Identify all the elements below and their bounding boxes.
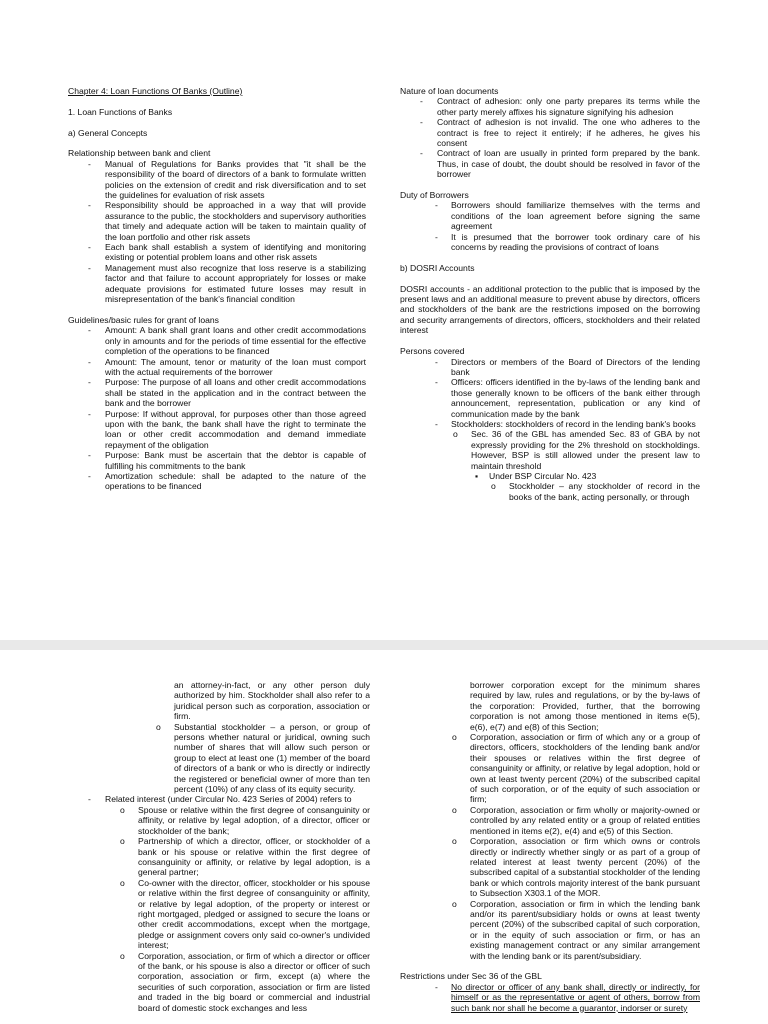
list-item: - No director or officer of any bank shall, directly or indirectly, for himself or as the representative or agent of others, borrow from such bank nor shall he become a guarantor, indorser or surety xyxy=(400,982,700,1013)
list-item: - Manual of Regulations for Banks provides that "it shall be the responsibility of the board of directors of a bank to formulate written policies on the extension of credit and risk diversification and to set the guidelines for evaluation of risk assets xyxy=(68,159,366,201)
nature-list xyxy=(400,96,700,179)
list-item: o Substantial stockholder – a person, or group of persons whether natural or juridical, owning such number of shares that will allow such person or group to elect at least one (1) member of the board of directors of a bank or who is directly or indirectly the registered or beneficial owner of more than ten percent (10%) of any class of its equity security. xyxy=(154,722,370,795)
relationship-list xyxy=(68,159,366,305)
guidelines-list xyxy=(68,325,366,492)
page2-left-column xyxy=(104,680,370,1013)
list-item: - Contract of adhesion: only one party prepares its terms while the other party merely affixes his signature signifying his adhesion xyxy=(400,96,700,117)
topic-heading: Guidelines/basic rules for grant of loans xyxy=(68,314,219,325)
continued-text: borrower corporation except for the minimum shares required by law, rules and regulations, or by the by-laws of the corporation: Provided, further, that the borrowing corporation is not among those mentioned in items e(5), e(6), e(7) and e(8) of this Section; xyxy=(470,680,700,732)
topic-heading: Duty of Borrowers xyxy=(400,190,469,201)
list-item: - Contract of adhesion is not invalid. The one who adheres to the contract is free to reject it entirely; if he adheres, he gives his consent xyxy=(400,117,700,148)
list-item: - Related interest (under Circular No. 423 Series of 2004) refers to xyxy=(68,794,370,804)
list-item: - Contract of loan are usually in printed form prepared by the bank. Thus, in case of doubt, the doubt should be resolved in favor of the borrower xyxy=(400,148,700,179)
list-item: - Purpose: The purpose of all loans and other credit accommodations shall be stated in the application and in the contract between the bank and the borrower xyxy=(68,377,366,408)
topic-heading: Relationship between bank and client xyxy=(68,148,211,159)
page1-left-column xyxy=(68,86,366,492)
continued-text: an attorney-in-fact, or any other person duly authorized by him. Stockholder shall also refer to a juridical person such as corporation, association or firm. xyxy=(174,680,370,722)
list-item: - Directors or members of the Board of Directors of the lending bank xyxy=(400,357,700,378)
sec36-list xyxy=(451,429,700,471)
related-entities-list xyxy=(450,732,700,961)
subsection-heading: b) DOSRI Accounts xyxy=(400,262,475,273)
list-item: - Officers: officers identified in the by-laws of the lending bank and those generally known to be officers of the bank either through announcement, representation, publication or any kind of communication made by the bank xyxy=(400,377,700,419)
list-item: - Responsibility should be approached in a way that will provide assurance to the public, the stockholders and supervisory authorities that timely and adequate action will be taken to maintain quality of the loan portfolio and other risk assets xyxy=(68,200,366,242)
chapter-heading: Chapter 4: Loan Functions Of Banks (Outline) xyxy=(68,86,243,96)
list-item: o Stockholder – any stockholder of record in the books of the bank, acting personally, or through xyxy=(489,481,700,502)
list-item: o Partnership of which a director, officer, or stockholder of a bank or his spouse or relative within the first degree of consanguinity or affinity, or relative by legal adoption, is a general partner; xyxy=(118,836,370,878)
list-item: o Corporation, association, or firm of which a director or officer of the bank, or his spouse is also a director or officer of such corporation, association or firm, except (a) where the securities of such corporation, association or firm are listed and traded in the big board or commercial and industrial board of domestic stock exchanges and less xyxy=(118,951,370,1013)
stockholder-list xyxy=(489,481,700,502)
substantial-list xyxy=(154,722,370,795)
list-item: - Borrowers should familiarize themselves with the terms and conditions of the loan agreement before signing the same agreement xyxy=(400,200,700,231)
list-item: - Stockholders: stockholders of record in the lending bank's books xyxy=(400,419,700,429)
circular-list xyxy=(471,471,700,481)
list-item: o Co-owner with the director, officer, stockholder or his spouse or relative within the first degree of consanguinity or affinity, or relative by legal adoption, of the property or interest or right mortgaged, pledged or assigned to secure the loans or other credit accommodations, except when the mortgage, pledge or assignment covers only said co-owner's undivided interest; xyxy=(118,878,370,951)
page2-right-column xyxy=(400,680,700,1013)
list-item: - Management must also recognize that loss reserve is a stabilizing factor and that failure to account appropriately for losses or make adequate provisions for estimated future losses may result in misrepresentation of the bank's financial condition xyxy=(68,263,366,305)
list-item: o Corporation, association or firm of which any or a group of directors, officers, stockholders of the lending bank and/or their spouses or relatives within the first degree of consanguinity or affinity, or relative by legal adoption, hold or own at least twenty percent (20%) of the subscribed capital of such corporation, or of the equity of such association or firm; xyxy=(450,732,700,805)
duty-list xyxy=(400,200,700,252)
list-item: - Purpose: If without approval, for purposes other than those agreed upon with the bank, the bank shall have the right to terminate the loan or other credit accommodation and demand immediate repayment of the obligation xyxy=(68,409,366,451)
persons-list xyxy=(400,357,700,430)
page1-right-column xyxy=(400,86,700,502)
list-item: - Amortization schedule: shall be adapted to the nature of the operations to be financed xyxy=(68,471,366,492)
list-item: - Purpose: Bank must be ascertain that the debtor is capable of fulfilling his commitments to the bank xyxy=(68,450,366,471)
topic-heading: Nature of loan documents xyxy=(400,86,499,96)
related-sublist xyxy=(118,805,370,1013)
document-page-2 xyxy=(0,650,768,1024)
list-item: - Each bank shall establish a system of identifying and monitoring existing or potential problem loans and other risk assets xyxy=(68,242,366,263)
list-item: o Sec. 36 of the GBL has amended Sec. 83 of GBA by not expressly providing for the 2% threshold on stockholdings. However, BSP is still allowed under the present law to maintain threshold xyxy=(451,429,700,471)
list-item: o Corporation, association or firm wholly or majority-owned or controlled by any related entity or a group of related entities mentioned in items e(2), e(4) and e(5) of this Section. xyxy=(450,805,700,836)
list-item: o Spouse or relative within the first degree of consanguinity or affinity, or relative by legal adoption, of a director, officer or stockholder of the bank; xyxy=(118,805,370,836)
list-item: - Amount: The amount, tenor or maturity of the loan must comport with the actual requirements of the borrower xyxy=(68,357,366,378)
list-item: o Corporation, association or firm which owns or controls directly or indirectly whether singly or as part of a group of related interest at least twenty percent (20%) of the subscribed capital of a substantial stockholder of the lending bank or which controls majority interest of the bank pursuant to Subsection X303.1 of the MOR. xyxy=(450,836,700,898)
list-item: ▪ Under BSP Circular No. 423 xyxy=(471,471,700,481)
related-list xyxy=(68,794,370,804)
dosri-paragraph: DOSRI accounts - an additional protection to the public that is imposed by the present laws and an additional measure to prevent abuse by directors, officers and stockholders of the bank are the restrictions imposed on the borrowing and security arrangements of directors, officers, stockholders and their related interest xyxy=(400,283,700,336)
topic-heading: Persons covered xyxy=(400,346,465,357)
subsection-heading: a) General Concepts xyxy=(68,127,148,138)
topic-heading: Restrictions under Sec 36 of the GBL xyxy=(400,971,542,982)
list-item: - It is presumed that the borrower took ordinary care of his concerns by reading the provisions of contract of loans xyxy=(400,232,700,253)
list-item: o Corporation, association or firm in which the lending bank and/or its parent/subsidiary holds or owns at least twenty percent (20%) of the subscribed capital of such corporation, or in the equity of such association or firm, or has an existing management contract or any similar arrangement with the lending bank or its parent/subsidiary. xyxy=(450,899,700,961)
restrictions-list xyxy=(400,982,700,1013)
section-heading: 1. Loan Functions of Banks xyxy=(68,106,173,117)
list-item: - Amount: A bank shall grant loans and other credit accommodations only in amounts and for the periods of time essential for the effective completion of the operations to be financed xyxy=(68,325,366,356)
